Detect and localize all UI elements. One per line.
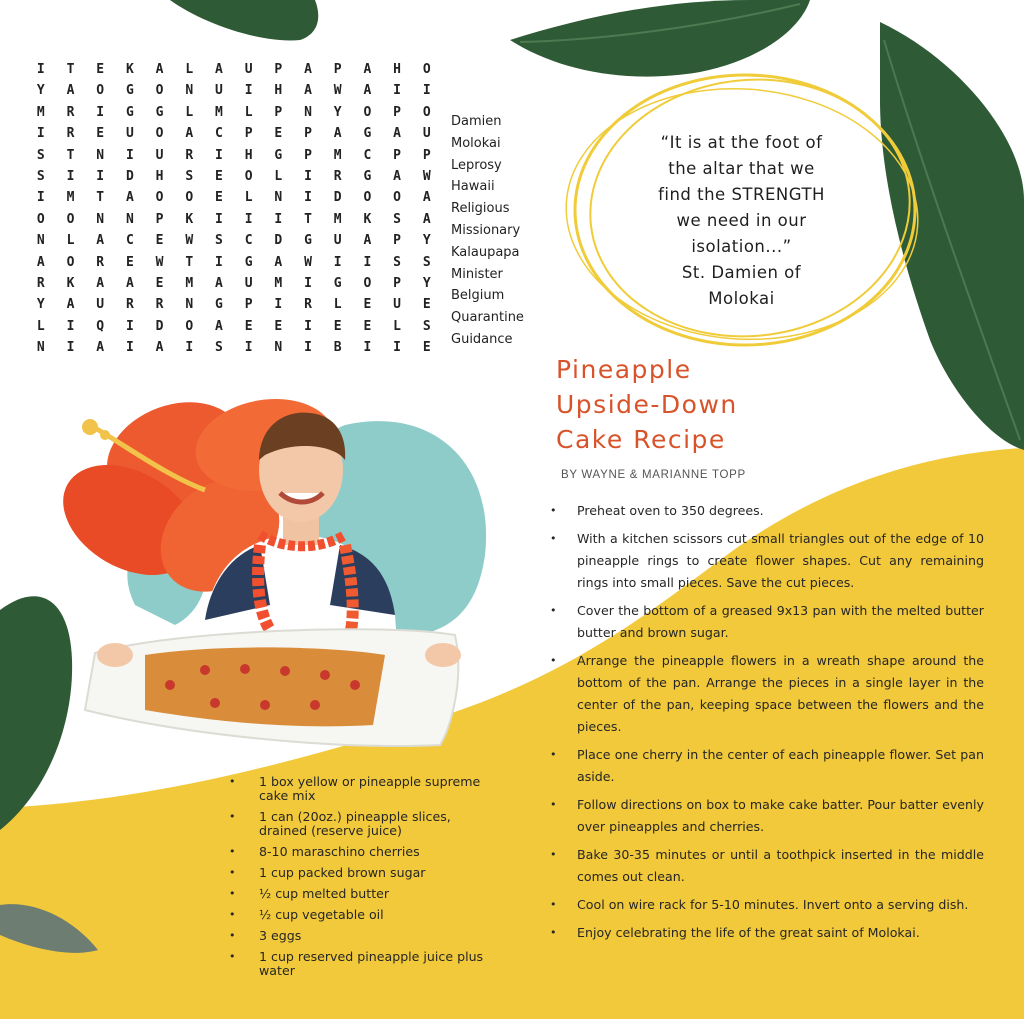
grid-letter: C: [125, 233, 134, 249]
grid-letter: I: [333, 254, 342, 270]
grid-letter: P: [393, 233, 401, 249]
leaf-top-left: [170, 0, 318, 40]
grid-letter: P: [274, 104, 283, 120]
bullet: •: [229, 810, 236, 823]
grid-letter: P: [274, 62, 283, 77]
bullet: •: [550, 532, 557, 545]
grid-letter: M: [333, 211, 342, 227]
grid-letter: A: [422, 190, 431, 206]
grid-letter: O: [363, 190, 372, 206]
ingredient-text: 8-10 maraschino cherries: [259, 844, 420, 859]
ingredient-item: [229, 866, 499, 880]
quote-line: the altar that we: [668, 159, 815, 178]
grid-letter: N: [36, 340, 45, 356]
grid-letter: I: [66, 168, 75, 184]
grid-letter: E: [215, 190, 223, 206]
grid-letter: E: [155, 233, 164, 249]
recipe-title-line: Upside-Down: [556, 390, 738, 419]
ingredient-item: [229, 929, 499, 943]
direction-step: [550, 922, 984, 944]
word-list-item: Molokai: [451, 135, 501, 151]
word-list-item: Minister: [451, 266, 503, 282]
recipe-byline: BY WAYNE & MARIANNE TOPP: [561, 469, 746, 481]
grid-letter: A: [36, 254, 45, 270]
grid-letter: R: [66, 104, 75, 120]
grid-letter: A: [155, 62, 164, 77]
ingredient-text: 1 box yellow or pineapple supreme cake mix: [259, 774, 481, 803]
saint-quote: [604, 130, 879, 312]
grid-letter: S: [422, 318, 431, 334]
direction-step: [550, 650, 984, 738]
grid-letter: O: [185, 190, 194, 206]
grid-letter: N: [96, 211, 105, 227]
grid-letter: I: [274, 297, 283, 313]
grid-letter: A: [363, 62, 372, 77]
grid-letter: L: [393, 318, 401, 334]
grid-letter: O: [363, 275, 372, 291]
grid-letter: M: [185, 275, 194, 291]
grid-letter: A: [363, 233, 372, 249]
bullet: •: [229, 775, 236, 788]
grid-letter: T: [66, 62, 75, 77]
direction-step: [550, 600, 984, 644]
grid-letter: N: [304, 104, 312, 120]
grid-letter: D: [333, 190, 342, 206]
grid-row: [26, 294, 442, 315]
grid-letter: W: [333, 83, 342, 99]
grid-letter: A: [66, 83, 75, 99]
grid-letter: U: [215, 83, 223, 99]
grid-letter: W: [422, 168, 431, 184]
grid-letter: A: [185, 126, 194, 142]
grid-letter: C: [244, 233, 253, 249]
grid-letter: A: [304, 83, 312, 99]
grid-letter: I: [363, 340, 372, 356]
word-list-item: Guidance: [451, 331, 513, 347]
grid-letter: H: [244, 147, 253, 163]
grid-row: [26, 273, 442, 294]
ingredient-text: ½ cup melted butter: [259, 886, 390, 901]
grid-letter: A: [393, 126, 401, 142]
direction-text: Enjoy celebrating the life of the great saint of Molokai.: [577, 925, 920, 940]
grid-letter: A: [393, 168, 401, 184]
grid-letter: A: [96, 340, 105, 356]
grid-row: [26, 145, 442, 166]
recipe-title: [556, 352, 856, 457]
grid-letter: P: [333, 62, 342, 77]
direction-text: Follow directions on box to make cake batter. Pour batter evenly over pineapples and cherries.: [577, 797, 984, 834]
word-list-item: Damien: [451, 114, 502, 129]
grid-letter: I: [304, 275, 312, 291]
grid-letter: L: [185, 104, 194, 120]
grid-letter: L: [244, 190, 253, 206]
grid-row: [26, 166, 442, 187]
grid-letter: M: [36, 104, 45, 120]
grid-letter: N: [36, 233, 45, 249]
grid-letter: I: [244, 340, 253, 356]
boy-with-cake-photo: [55, 385, 535, 765]
grid-letter: P: [244, 297, 253, 313]
grid-letter: N: [274, 340, 283, 356]
direction-step: [550, 528, 984, 594]
grid-letter: P: [422, 147, 431, 163]
grid-row: [26, 230, 442, 251]
bullet: •: [229, 866, 236, 879]
grid-letter: G: [155, 104, 164, 120]
grid-letter: I: [215, 147, 223, 163]
grid-letter: M: [274, 275, 283, 291]
grid-letter: A: [422, 211, 431, 227]
word-list-item: Religious: [451, 201, 510, 217]
grid-letter: R: [155, 297, 164, 313]
grid-row: [26, 209, 442, 230]
grid-letter: R: [96, 254, 105, 270]
grid-letter: D: [274, 233, 283, 249]
bullet: •: [229, 950, 236, 963]
recipe-title-line: Cake Recipe: [556, 425, 726, 454]
grid-letter: P: [155, 211, 164, 227]
grid-letter: D: [125, 168, 134, 184]
grid-row: [26, 337, 442, 358]
grid-letter: E: [333, 318, 342, 334]
grid-letter: L: [185, 62, 194, 77]
grid-letter: O: [155, 83, 164, 99]
bullet: •: [229, 887, 236, 900]
ingredient-item: [229, 810, 499, 838]
ingredient-text: 1 cup packed brown sugar: [259, 865, 426, 880]
grid-letter: A: [96, 275, 105, 291]
grid-letter: A: [125, 190, 134, 206]
direction-step: [550, 744, 984, 788]
grid-letter: O: [422, 62, 431, 77]
grid-letter: E: [96, 126, 105, 142]
grid-letter: P: [393, 104, 401, 120]
direction-step: [550, 794, 984, 838]
grid-letter: N: [125, 211, 134, 227]
grid-letter: N: [274, 190, 283, 206]
grid-letter: G: [215, 297, 223, 313]
grid-letter: I: [36, 190, 45, 206]
cake-tray: [85, 629, 461, 746]
grid-letter: I: [96, 104, 105, 120]
grid-letter: Y: [422, 275, 431, 291]
leaf-right: [880, 22, 1024, 450]
grid-letter: Y: [422, 233, 431, 249]
grid-letter: I: [363, 254, 372, 270]
grid-letter: E: [244, 318, 253, 334]
grid-letter: I: [125, 318, 134, 334]
grid-letter: P: [393, 147, 401, 163]
grid-letter: E: [274, 126, 283, 142]
bullet: •: [229, 845, 236, 858]
recipe-directions: [550, 500, 984, 950]
grid-letter: T: [304, 211, 312, 227]
grid-row: [26, 123, 442, 144]
grid-letter: T: [96, 190, 105, 206]
grid-letter: M: [333, 147, 342, 163]
grid-letter: E: [155, 275, 164, 291]
grid-letter: S: [36, 168, 45, 184]
word-list-item: Missionary: [451, 222, 521, 238]
word-list-item: Kalaupapa: [451, 244, 520, 260]
grid-row: [26, 102, 442, 123]
direction-text: Cover the bottom of a greased 9x13 pan with the melted butter butter and brown sugar.: [577, 603, 984, 640]
grid-letter: I: [125, 147, 134, 163]
word-list-item: Belgium: [451, 288, 505, 304]
grid-letter: O: [363, 104, 372, 120]
direction-text: Preheat oven to 350 degrees.: [577, 503, 764, 518]
grid-letter: S: [215, 340, 223, 356]
bullet: •: [550, 748, 557, 761]
ingredient-item: [229, 887, 499, 901]
ingredient-text: 3 eggs: [259, 928, 302, 943]
grid-letter: S: [215, 233, 223, 249]
grid-letter: I: [304, 340, 312, 356]
direction-text: Arrange the pineapple flowers in a wreath shape around the bottom of the pan. Arrange the pieces in a single layer in the center of the pan, keeping space between the flowers and the pieces.: [577, 653, 984, 734]
grid-letter: I: [215, 254, 223, 270]
grid-letter: L: [244, 104, 253, 120]
grid-letter: K: [185, 211, 194, 227]
grid-letter: D: [155, 318, 164, 334]
word-list-item: Quarantine: [451, 310, 524, 326]
grid-letter: E: [422, 297, 431, 313]
grid-letter: R: [36, 275, 45, 291]
grid-letter: K: [125, 62, 134, 77]
quote-attribution: St. Damien of: [681, 263, 802, 282]
grid-letter: O: [66, 254, 75, 270]
grid-letter: I: [393, 340, 401, 356]
grid-letter: K: [363, 211, 372, 227]
grid-letter: I: [66, 340, 75, 356]
bullet: •: [550, 926, 557, 939]
grid-letter: G: [125, 83, 134, 99]
grid-letter: R: [66, 126, 75, 142]
ingredient-text: 1 cup reserved pineapple juice plus water: [259, 949, 484, 978]
grid-letter: P: [304, 147, 312, 163]
grid-letter: R: [333, 168, 342, 184]
word-list: [451, 111, 524, 351]
grid-letter: O: [244, 168, 253, 184]
bullet: •: [550, 504, 557, 517]
grid-letter: G: [304, 233, 312, 249]
quote-line: find the STRENGTH: [658, 185, 825, 204]
grid-letter: H: [155, 168, 164, 184]
grid-letter: G: [363, 126, 372, 142]
grid-letter: O: [155, 126, 164, 142]
grid-letter: I: [96, 168, 105, 184]
direction-text: Place one cherry in the center of each pineapple flower. Set pan aside.: [577, 747, 984, 784]
grid-letter: A: [215, 62, 223, 77]
grid-letter: A: [125, 275, 134, 291]
grid-row: [26, 80, 442, 101]
grid-letter: R: [185, 147, 194, 163]
grid-row: [26, 316, 442, 337]
grid-letter: I: [304, 318, 312, 334]
grid-letter: Y: [333, 104, 342, 120]
grid-letter: O: [422, 104, 431, 120]
grid-letter: U: [244, 62, 253, 77]
grid-letter: A: [155, 340, 164, 356]
grid-letter: S: [393, 254, 401, 270]
grid-letter: Y: [36, 83, 45, 99]
grid-letter: L: [36, 318, 45, 334]
grid-letter: I: [304, 190, 312, 206]
ingredient-item: [229, 775, 499, 803]
grid-letter: S: [422, 254, 431, 270]
grid-row: [26, 59, 442, 80]
grid-letter: A: [304, 62, 312, 77]
bullet: •: [229, 929, 236, 942]
grid-letter: L: [274, 168, 283, 184]
grid-letter: L: [66, 233, 75, 249]
direction-text: Cool on wire rack for 5-10 minutes. Invert onto a serving dish.: [577, 897, 969, 912]
grid-letter: O: [393, 190, 401, 206]
grid-letter: E: [96, 62, 105, 77]
grid-letter: O: [36, 211, 45, 227]
grid-letter: W: [304, 254, 312, 270]
direction-step: [550, 844, 984, 888]
grid-letter: U: [422, 126, 431, 142]
grid-row: [26, 187, 442, 208]
bullet: •: [550, 654, 557, 667]
word-list-item: Hawaii: [451, 179, 495, 195]
grid-letter: E: [274, 318, 283, 334]
grid-letter: P: [393, 275, 401, 291]
grid-letter: I: [393, 83, 401, 99]
bullet: •: [550, 898, 557, 911]
grid-letter: E: [215, 168, 223, 184]
grid-row: [26, 252, 442, 273]
grid-letter: R: [304, 297, 312, 313]
grid-letter: I: [304, 168, 312, 184]
grid-letter: K: [66, 275, 75, 291]
quote-line: we need in our: [676, 211, 807, 230]
grid-letter: Q: [96, 318, 105, 334]
grid-letter: G: [125, 104, 134, 120]
grid-letter: C: [215, 126, 223, 142]
grid-letter: R: [125, 297, 134, 313]
quote-line: isolation...”: [691, 237, 792, 256]
grid-letter: Y: [36, 297, 45, 313]
grid-letter: T: [185, 254, 194, 270]
grid-letter: I: [244, 211, 253, 227]
grid-letter: A: [215, 275, 223, 291]
ingredient-item: [229, 908, 499, 922]
grid-letter: E: [363, 297, 372, 313]
grid-letter: B: [333, 340, 342, 356]
grid-letter: A: [333, 126, 342, 142]
grid-letter: C: [363, 147, 372, 163]
grid-letter: I: [185, 340, 194, 356]
grid-letter: A: [363, 83, 372, 99]
grid-letter: I: [66, 318, 75, 334]
grid-letter: U: [155, 147, 164, 163]
grid-letter: H: [274, 83, 283, 99]
ingredient-text: ½ cup vegetable oil: [259, 907, 384, 922]
bullet: •: [229, 908, 236, 921]
grid-letter: G: [274, 147, 283, 163]
grid-letter: U: [333, 233, 342, 249]
direction-step: [550, 500, 984, 522]
recipe-title-line: Pineapple: [556, 355, 692, 384]
grid-letter: E: [422, 340, 431, 356]
grid-letter: G: [363, 168, 372, 184]
grid-letter: E: [363, 318, 372, 334]
grid-letter: N: [185, 83, 194, 99]
grid-letter: G: [333, 275, 342, 291]
grid-letter: O: [66, 211, 75, 227]
grid-letter: I: [274, 211, 283, 227]
ingredient-item: [229, 845, 499, 859]
grid-letter: U: [96, 297, 105, 313]
grid-letter: I: [36, 62, 45, 77]
grid-letter: O: [96, 83, 105, 99]
grid-letter: L: [333, 297, 342, 313]
grid-letter: O: [155, 190, 164, 206]
quote-attribution: Molokai: [708, 289, 775, 308]
grid-letter: S: [185, 168, 194, 184]
grid-letter: S: [36, 147, 45, 163]
direction-text: With a kitchen scissors cut small triangles out of the edge of 10 pineapple rings to create flower shapes. Cut any remaining rings into small pieces. Save the cut pieces.: [577, 531, 984, 590]
bullet: •: [550, 604, 557, 617]
grid-letter: H: [393, 62, 401, 77]
grid-letter: U: [393, 297, 401, 313]
grid-letter: A: [215, 318, 223, 334]
grid-letter: N: [185, 297, 194, 313]
grid-letter: I: [36, 126, 45, 142]
grid-letter: P: [304, 126, 312, 142]
grid-letter: E: [125, 254, 134, 270]
ingredient-item: [229, 950, 499, 978]
grid-letter: A: [96, 233, 105, 249]
grid-letter: I: [125, 340, 134, 356]
grid-letter: I: [215, 211, 223, 227]
word-search-grid: [26, 59, 442, 358]
grid-letter: I: [422, 83, 431, 99]
grid-letter: O: [185, 318, 194, 334]
quote-line: “It is at the foot of: [660, 133, 823, 152]
grid-letter: A: [274, 254, 283, 270]
grid-letter: G: [244, 254, 253, 270]
grid-letter: W: [155, 254, 164, 270]
grid-letter: I: [244, 83, 253, 99]
grid-letter: A: [66, 297, 75, 313]
ingredient-text: 1 can (20oz.) pineapple slices, drained (reserve juice): [259, 809, 451, 838]
grid-letter: N: [96, 147, 105, 163]
direction-text: Bake 30-35 minutes or until a toothpick inserted in the middle comes out clean.: [577, 847, 984, 884]
grid-letter: U: [125, 126, 134, 142]
bullet: •: [550, 848, 557, 861]
direction-step: [550, 894, 984, 916]
grid-letter: W: [185, 233, 194, 249]
grid-letter: S: [393, 211, 401, 227]
word-list-item: Leprosy: [451, 157, 502, 173]
grid-letter: M: [66, 190, 75, 206]
bullet: •: [550, 798, 557, 811]
grid-letter: U: [244, 275, 253, 291]
recipe-ingredients: [229, 775, 499, 985]
grid-letter: P: [244, 126, 253, 142]
grid-letter: M: [215, 104, 223, 120]
grid-letter: T: [66, 147, 75, 163]
